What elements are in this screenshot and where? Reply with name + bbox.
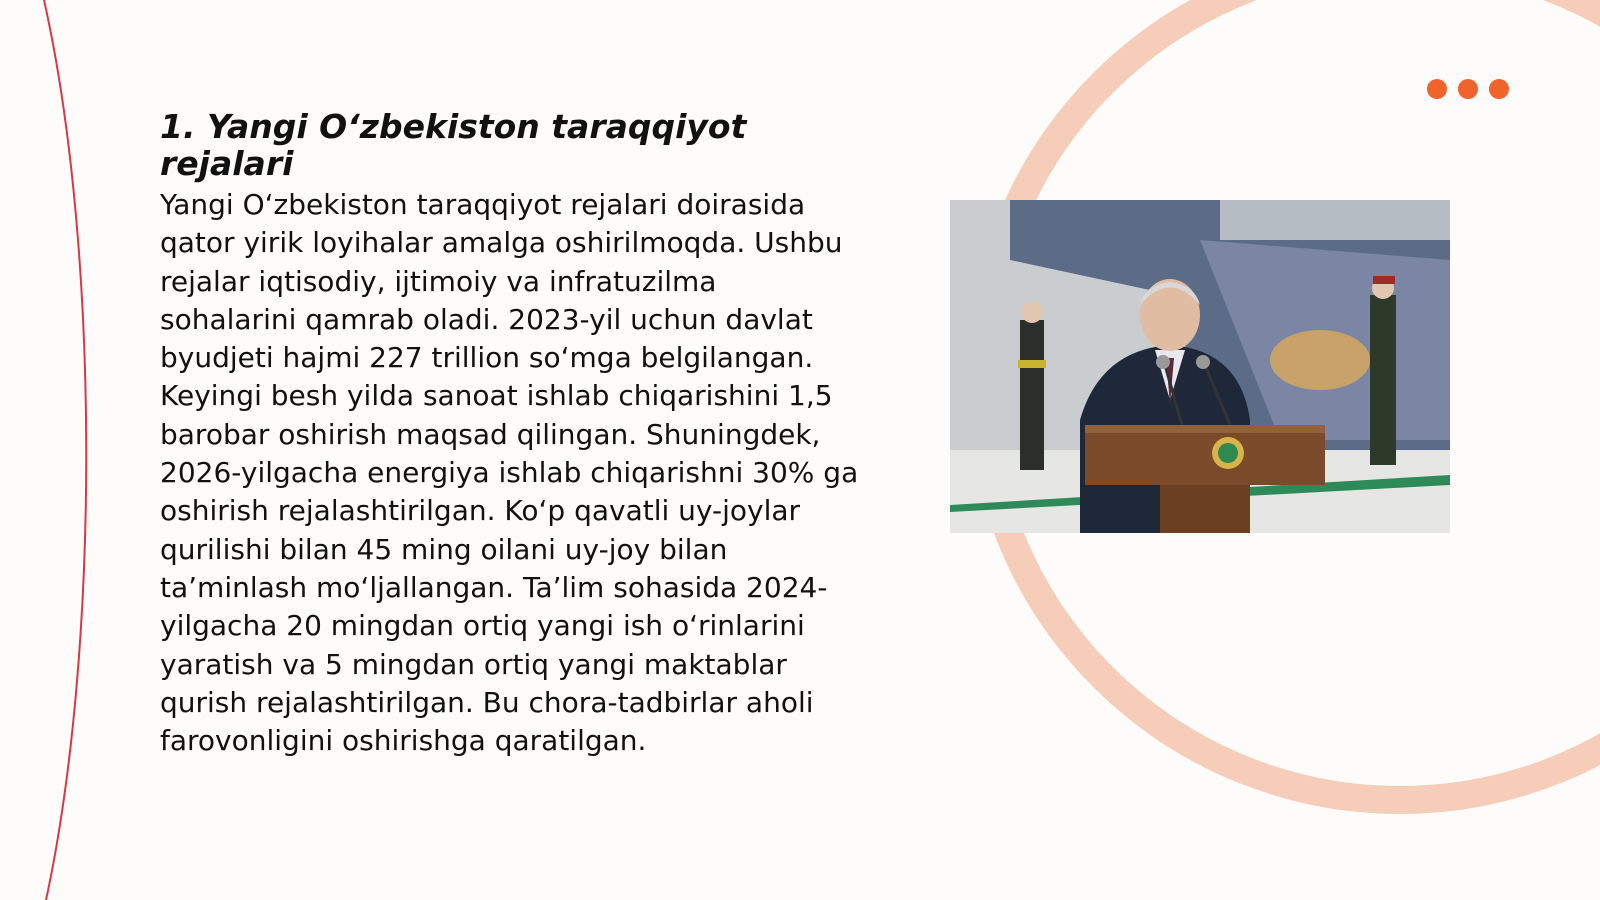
dot [1458, 79, 1478, 99]
speaker-photo-image [950, 200, 1450, 533]
three-dots-icon [1427, 79, 1509, 99]
slide-body-text: Yangi O‘zbekiston taraqqiyot rejalari doirasida qator yirik loyihalar amalga oshirilmoqda. Ushbu rejalar iqtisodiy, ijtimoiy va infratuzilma sohalarini qamrab oladi. 2023-yil uchun davlat byudjeti hajmi 227 trillion so‘mga belgilangan. Keyingi besh yilda sanoat ishlab chiqarishini 1,5 barobar oshirish maqsad qilingan. Shuningdek, 2026-yilgacha energiya ishlab chiqarishni 30% ga oshirish rejalashtirilgan. Ko‘p qavatli uy-joylar qurilishi bilan 45 ming oilani uy-joy bilan ta’minlash mo‘ljallangan. Ta’lim sohasida 2024-yilgacha 20 mingdan ortiq yangi ish o‘rinlarini yaratish va 5 mingdan ortiq yangi maktablar qurish rejalashtirilgan. Bu chora-tadbirlar aholi farovonligini oshirishga qaratilgan. [160, 188, 859, 758]
dot [1427, 79, 1447, 99]
left-curve-line [44, 0, 86, 900]
slide-title: 1. Yangi O‘zbekiston taraqqiyot rejalari [160, 107, 747, 183]
dot [1489, 79, 1509, 99]
speaker-photo [950, 200, 1450, 533]
